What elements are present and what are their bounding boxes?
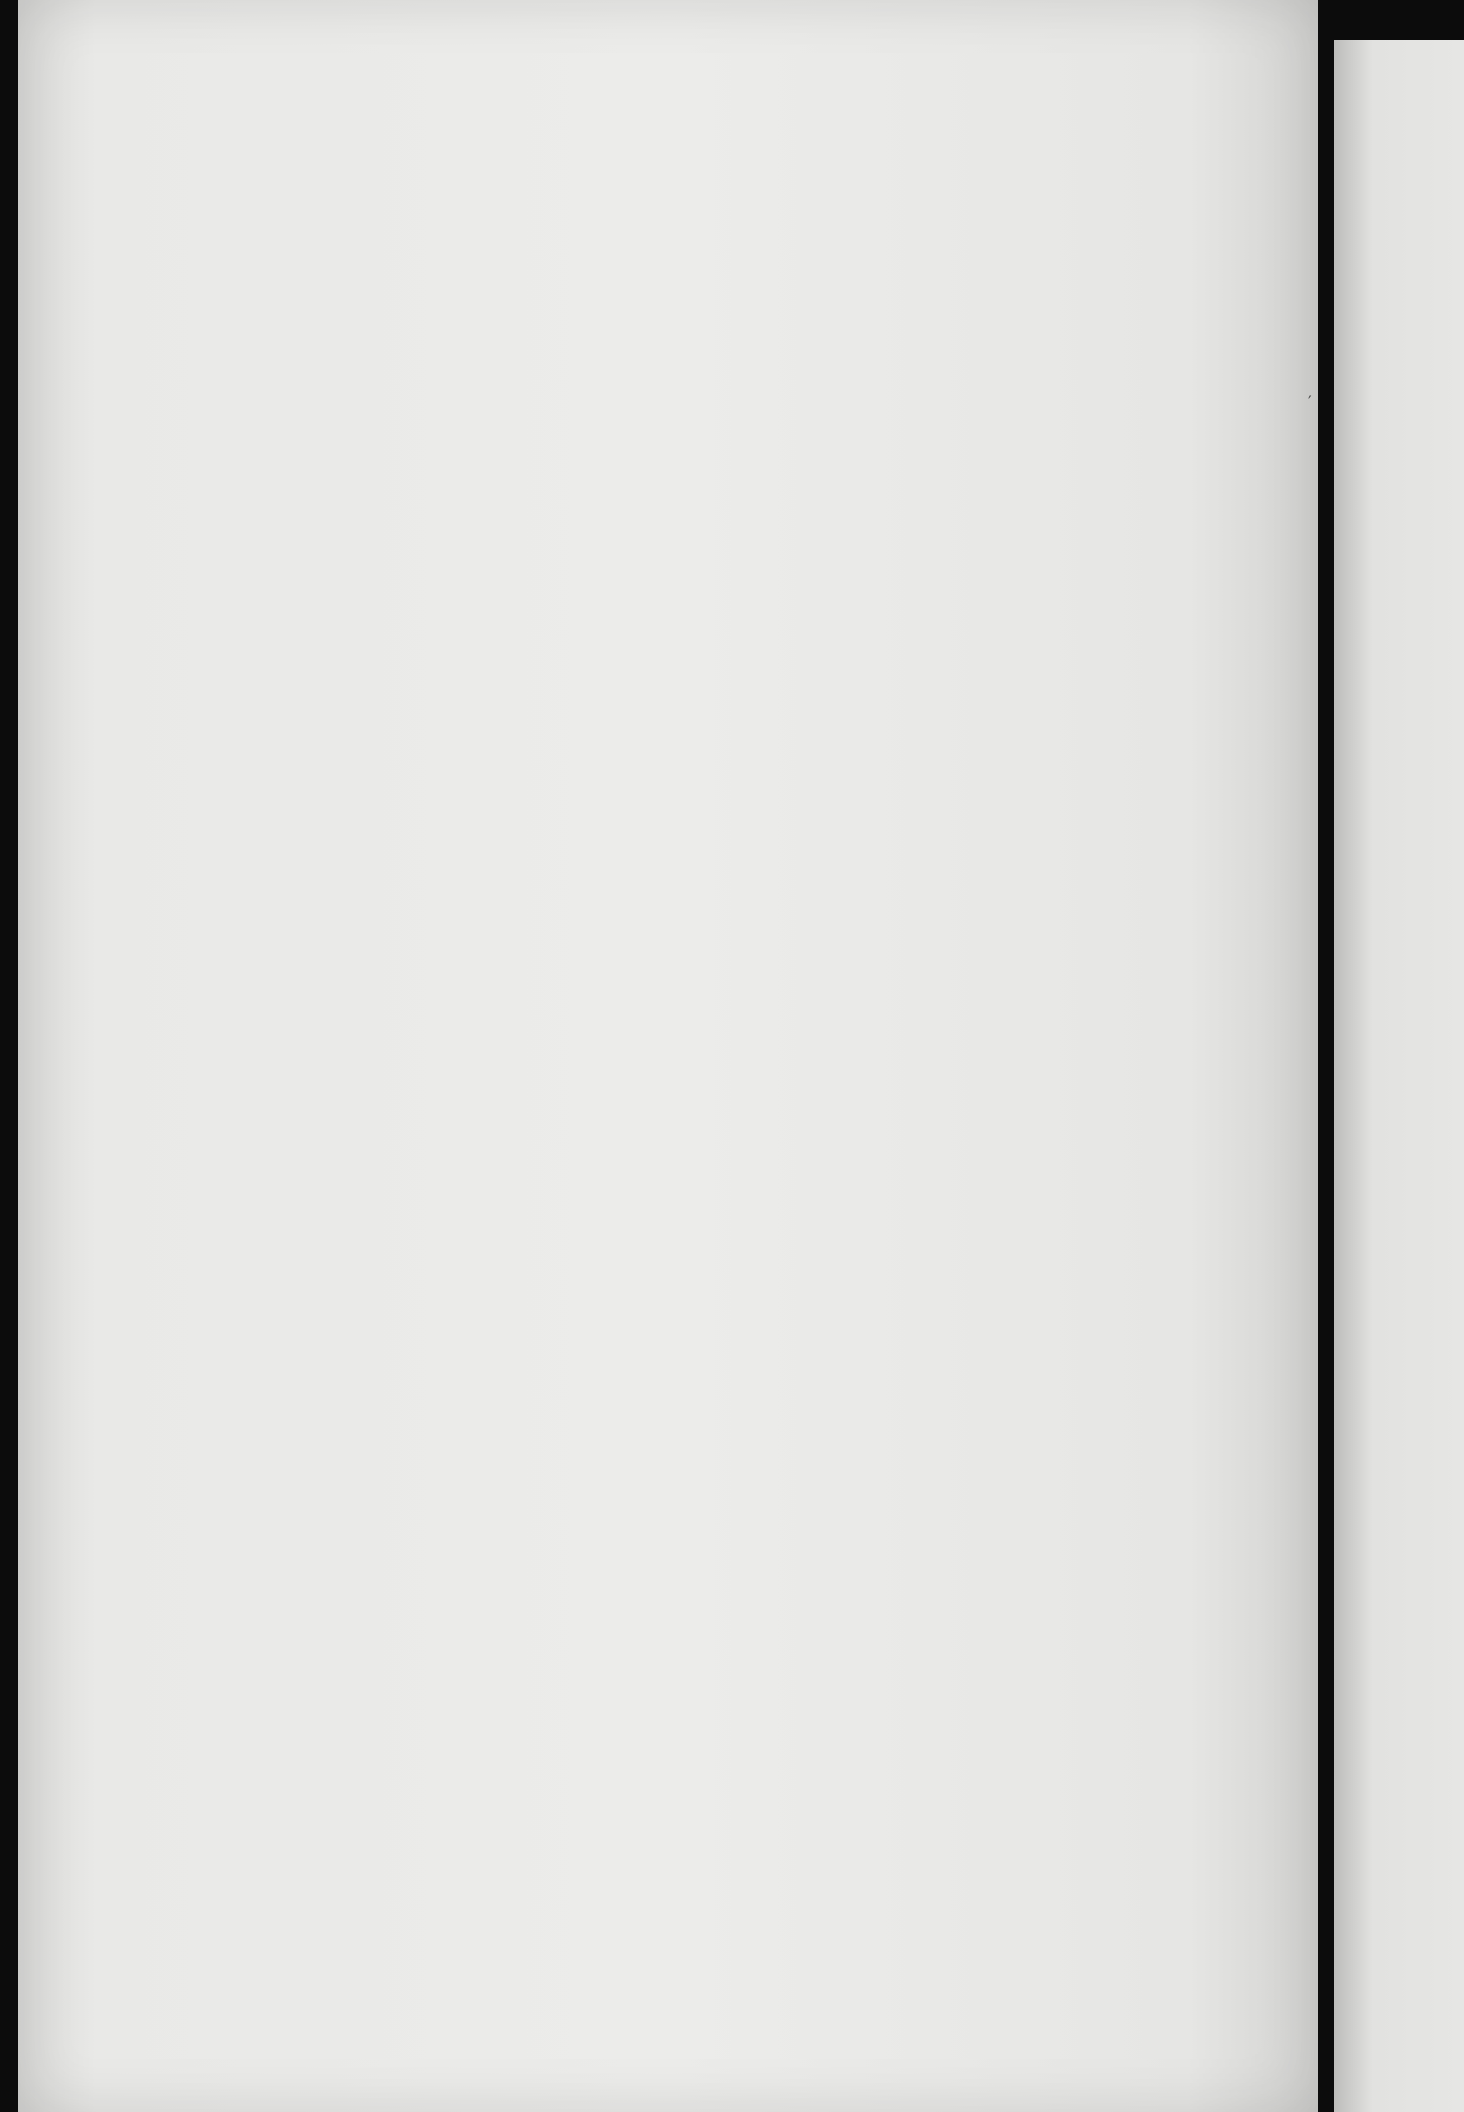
right-page-edge xyxy=(1334,40,1464,2112)
left-page xyxy=(18,0,1318,2112)
margin-mark: ′ xyxy=(1308,392,1312,411)
